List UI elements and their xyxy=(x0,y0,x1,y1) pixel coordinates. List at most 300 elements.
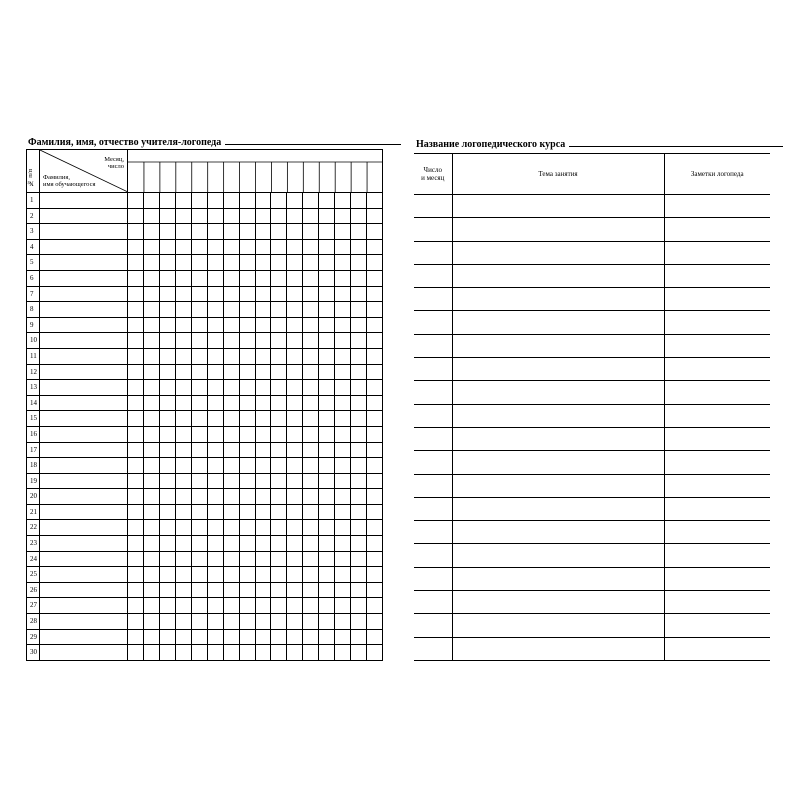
attendance-cell[interactable] xyxy=(239,614,255,630)
student-name-cell[interactable] xyxy=(40,270,128,286)
date-cell[interactable] xyxy=(414,591,452,614)
notes-cell[interactable] xyxy=(664,567,770,590)
topic-cell[interactable] xyxy=(452,264,664,287)
attendance-cell[interactable] xyxy=(255,239,271,255)
student-name-cell[interactable] xyxy=(40,582,128,598)
attendance-cell[interactable] xyxy=(239,270,255,286)
attendance-cell[interactable] xyxy=(303,567,319,583)
attendance-cell[interactable] xyxy=(335,536,351,552)
attendance-cell[interactable] xyxy=(239,551,255,567)
attendance-cell[interactable] xyxy=(319,364,335,380)
attendance-cell[interactable] xyxy=(271,458,287,474)
attendance-cell[interactable] xyxy=(367,598,383,614)
attendance-cell[interactable] xyxy=(367,442,383,458)
attendance-cell[interactable] xyxy=(319,193,335,209)
attendance-cell[interactable] xyxy=(367,411,383,427)
attendance-cell[interactable] xyxy=(287,536,303,552)
attendance-cell[interactable] xyxy=(223,380,239,396)
attendance-cell[interactable] xyxy=(367,489,383,505)
attendance-cell[interactable] xyxy=(271,582,287,598)
attendance-cell[interactable] xyxy=(367,551,383,567)
attendance-cell[interactable] xyxy=(207,348,223,364)
attendance-cell[interactable] xyxy=(128,551,144,567)
attendance-cell[interactable] xyxy=(239,567,255,583)
attendance-cell[interactable] xyxy=(239,582,255,598)
attendance-cell[interactable] xyxy=(175,317,191,333)
attendance-cell[interactable] xyxy=(319,302,335,318)
attendance-cell[interactable] xyxy=(143,582,159,598)
attendance-cell[interactable] xyxy=(191,333,207,349)
attendance-cell[interactable] xyxy=(335,255,351,271)
date-cell[interactable] xyxy=(414,404,452,427)
attendance-cell[interactable] xyxy=(319,504,335,520)
topic-cell[interactable] xyxy=(452,451,664,474)
topic-cell[interactable] xyxy=(452,404,664,427)
attendance-cell[interactable] xyxy=(191,598,207,614)
attendance-cell[interactable] xyxy=(191,255,207,271)
attendance-cell[interactable] xyxy=(143,442,159,458)
attendance-cell[interactable] xyxy=(159,239,175,255)
attendance-cell[interactable] xyxy=(223,364,239,380)
attendance-cell[interactable] xyxy=(335,629,351,645)
attendance-cell[interactable] xyxy=(303,364,319,380)
attendance-cell[interactable] xyxy=(319,458,335,474)
student-name-cell[interactable] xyxy=(40,426,128,442)
attendance-cell[interactable] xyxy=(335,442,351,458)
attendance-cell[interactable] xyxy=(207,426,223,442)
attendance-cell[interactable] xyxy=(271,193,287,209)
notes-cell[interactable] xyxy=(664,381,770,404)
notes-cell[interactable] xyxy=(664,427,770,450)
attendance-cell[interactable] xyxy=(303,380,319,396)
attendance-cell[interactable] xyxy=(143,458,159,474)
attendance-cell[interactable] xyxy=(287,286,303,302)
attendance-cell[interactable] xyxy=(367,504,383,520)
attendance-cell[interactable] xyxy=(351,442,367,458)
attendance-cell[interactable] xyxy=(287,317,303,333)
attendance-cell[interactable] xyxy=(319,614,335,630)
notes-cell[interactable] xyxy=(664,334,770,357)
attendance-cell[interactable] xyxy=(335,598,351,614)
topic-cell[interactable] xyxy=(452,567,664,590)
attendance-cell[interactable] xyxy=(303,489,319,505)
attendance-cell[interactable] xyxy=(159,598,175,614)
student-name-cell[interactable] xyxy=(40,286,128,302)
attendance-cell[interactable] xyxy=(223,208,239,224)
attendance-cell[interactable] xyxy=(159,193,175,209)
attendance-cell[interactable] xyxy=(351,380,367,396)
attendance-cell[interactable] xyxy=(287,364,303,380)
attendance-cell[interactable] xyxy=(367,582,383,598)
attendance-cell[interactable] xyxy=(159,458,175,474)
attendance-cell[interactable] xyxy=(351,629,367,645)
attendance-cell[interactable] xyxy=(239,302,255,318)
student-name-cell[interactable] xyxy=(40,489,128,505)
attendance-cell[interactable] xyxy=(335,567,351,583)
attendance-cell[interactable] xyxy=(335,473,351,489)
attendance-cell[interactable] xyxy=(319,224,335,240)
attendance-cell[interactable] xyxy=(159,551,175,567)
attendance-cell[interactable] xyxy=(367,614,383,630)
attendance-cell[interactable] xyxy=(239,193,255,209)
attendance-cell[interactable] xyxy=(319,629,335,645)
attendance-cell[interactable] xyxy=(335,411,351,427)
attendance-cell[interactable] xyxy=(255,551,271,567)
attendance-cell[interactable] xyxy=(191,224,207,240)
attendance-cell[interactable] xyxy=(191,411,207,427)
date-cell[interactable] xyxy=(414,241,452,264)
attendance-cell[interactable] xyxy=(159,286,175,302)
attendance-cell[interactable] xyxy=(303,520,319,536)
attendance-cell[interactable] xyxy=(175,567,191,583)
attendance-cell[interactable] xyxy=(159,364,175,380)
attendance-cell[interactable] xyxy=(319,645,335,661)
notes-cell[interactable] xyxy=(664,288,770,311)
attendance-cell[interactable] xyxy=(367,364,383,380)
student-name-cell[interactable] xyxy=(40,380,128,396)
attendance-cell[interactable] xyxy=(239,395,255,411)
attendance-cell[interactable] xyxy=(128,317,144,333)
attendance-cell[interactable] xyxy=(128,348,144,364)
attendance-cell[interactable] xyxy=(207,645,223,661)
attendance-cell[interactable] xyxy=(207,614,223,630)
attendance-cell[interactable] xyxy=(271,380,287,396)
attendance-cell[interactable] xyxy=(335,317,351,333)
topic-cell[interactable] xyxy=(452,637,664,660)
attendance-cell[interactable] xyxy=(128,614,144,630)
attendance-cell[interactable] xyxy=(335,208,351,224)
attendance-cell[interactable] xyxy=(271,551,287,567)
attendance-cell[interactable] xyxy=(287,489,303,505)
attendance-cell[interactable] xyxy=(128,302,144,318)
attendance-cell[interactable] xyxy=(223,489,239,505)
attendance-cell[interactable] xyxy=(367,333,383,349)
date-cell[interactable] xyxy=(414,474,452,497)
attendance-cell[interactable] xyxy=(207,270,223,286)
attendance-cell[interactable] xyxy=(207,536,223,552)
attendance-cell[interactable] xyxy=(319,239,335,255)
notes-cell[interactable] xyxy=(664,474,770,497)
notes-cell[interactable] xyxy=(664,311,770,334)
attendance-cell[interactable] xyxy=(303,317,319,333)
attendance-cell[interactable] xyxy=(223,567,239,583)
attendance-cell[interactable] xyxy=(255,442,271,458)
attendance-cell[interactable] xyxy=(271,598,287,614)
attendance-cell[interactable] xyxy=(143,426,159,442)
attendance-cell[interactable] xyxy=(287,645,303,661)
attendance-cell[interactable] xyxy=(175,614,191,630)
attendance-cell[interactable] xyxy=(175,520,191,536)
attendance-cell[interactable] xyxy=(239,536,255,552)
attendance-cell[interactable] xyxy=(239,473,255,489)
student-name-cell[interactable] xyxy=(40,317,128,333)
attendance-cell[interactable] xyxy=(367,286,383,302)
attendance-cell[interactable] xyxy=(175,536,191,552)
attendance-cell[interactable] xyxy=(255,348,271,364)
attendance-cell[interactable] xyxy=(287,629,303,645)
topic-cell[interactable] xyxy=(452,427,664,450)
attendance-cell[interactable] xyxy=(367,473,383,489)
attendance-cell[interactable] xyxy=(175,504,191,520)
date-cell[interactable] xyxy=(414,544,452,567)
attendance-cell[interactable] xyxy=(207,520,223,536)
student-name-cell[interactable] xyxy=(40,614,128,630)
attendance-cell[interactable] xyxy=(287,208,303,224)
attendance-cell[interactable] xyxy=(223,193,239,209)
attendance-cell[interactable] xyxy=(175,426,191,442)
attendance-cell[interactable] xyxy=(175,364,191,380)
attendance-cell[interactable] xyxy=(128,489,144,505)
attendance-cell[interactable] xyxy=(159,302,175,318)
attendance-cell[interactable] xyxy=(303,411,319,427)
attendance-cell[interactable] xyxy=(319,270,335,286)
attendance-cell[interactable] xyxy=(223,598,239,614)
attendance-cell[interactable] xyxy=(207,302,223,318)
attendance-cell[interactable] xyxy=(239,333,255,349)
attendance-cell[interactable] xyxy=(319,348,335,364)
date-cell[interactable] xyxy=(414,381,452,404)
attendance-cell[interactable] xyxy=(351,598,367,614)
attendance-cell[interactable] xyxy=(351,645,367,661)
attendance-cell[interactable] xyxy=(351,504,367,520)
attendance-cell[interactable] xyxy=(271,270,287,286)
attendance-cell[interactable] xyxy=(351,270,367,286)
attendance-cell[interactable] xyxy=(239,348,255,364)
attendance-cell[interactable] xyxy=(303,504,319,520)
attendance-cell[interactable] xyxy=(223,458,239,474)
attendance-cell[interactable] xyxy=(128,520,144,536)
attendance-cell[interactable] xyxy=(223,645,239,661)
attendance-cell[interactable] xyxy=(239,411,255,427)
attendance-cell[interactable] xyxy=(191,348,207,364)
attendance-cell[interactable] xyxy=(143,473,159,489)
attendance-cell[interactable] xyxy=(159,582,175,598)
attendance-cell[interactable] xyxy=(207,208,223,224)
notes-cell[interactable] xyxy=(664,264,770,287)
topic-cell[interactable] xyxy=(452,241,664,264)
attendance-cell[interactable] xyxy=(335,333,351,349)
attendance-cell[interactable] xyxy=(159,520,175,536)
attendance-cell[interactable] xyxy=(143,333,159,349)
attendance-cell[interactable] xyxy=(207,380,223,396)
attendance-cell[interactable] xyxy=(128,645,144,661)
attendance-cell[interactable] xyxy=(287,551,303,567)
attendance-cell[interactable] xyxy=(191,380,207,396)
attendance-cell[interactable] xyxy=(175,489,191,505)
attendance-cell[interactable] xyxy=(255,645,271,661)
attendance-cell[interactable] xyxy=(367,380,383,396)
attendance-cell[interactable] xyxy=(335,614,351,630)
attendance-cell[interactable] xyxy=(335,364,351,380)
attendance-cell[interactable] xyxy=(159,270,175,286)
attendance-cell[interactable] xyxy=(287,458,303,474)
attendance-cell[interactable] xyxy=(351,520,367,536)
attendance-cell[interactable] xyxy=(367,193,383,209)
attendance-cell[interactable] xyxy=(303,473,319,489)
attendance-cell[interactable] xyxy=(351,489,367,505)
attendance-cell[interactable] xyxy=(207,504,223,520)
attendance-cell[interactable] xyxy=(175,239,191,255)
attendance-cell[interactable] xyxy=(128,270,144,286)
attendance-cell[interactable] xyxy=(223,536,239,552)
attendance-cell[interactable] xyxy=(175,473,191,489)
attendance-cell[interactable] xyxy=(351,333,367,349)
attendance-cell[interactable] xyxy=(239,520,255,536)
attendance-cell[interactable] xyxy=(351,239,367,255)
attendance-cell[interactable] xyxy=(207,255,223,271)
attendance-cell[interactable] xyxy=(255,629,271,645)
attendance-cell[interactable] xyxy=(351,302,367,318)
attendance-cell[interactable] xyxy=(319,380,335,396)
attendance-cell[interactable] xyxy=(175,395,191,411)
attendance-cell[interactable] xyxy=(287,411,303,427)
attendance-cell[interactable] xyxy=(207,224,223,240)
attendance-cell[interactable] xyxy=(319,520,335,536)
attendance-cell[interactable] xyxy=(271,286,287,302)
attendance-cell[interactable] xyxy=(175,286,191,302)
attendance-cell[interactable] xyxy=(255,567,271,583)
attendance-cell[interactable] xyxy=(303,582,319,598)
student-name-cell[interactable] xyxy=(40,645,128,661)
attendance-cell[interactable] xyxy=(319,395,335,411)
attendance-cell[interactable] xyxy=(128,380,144,396)
attendance-cell[interactable] xyxy=(271,317,287,333)
attendance-cell[interactable] xyxy=(255,333,271,349)
attendance-cell[interactable] xyxy=(271,333,287,349)
attendance-cell[interactable] xyxy=(367,302,383,318)
attendance-cell[interactable] xyxy=(287,239,303,255)
attendance-cell[interactable] xyxy=(367,395,383,411)
attendance-cell[interactable] xyxy=(367,255,383,271)
attendance-cell[interactable] xyxy=(143,270,159,286)
attendance-cell[interactable] xyxy=(271,442,287,458)
attendance-cell[interactable] xyxy=(175,582,191,598)
attendance-cell[interactable] xyxy=(191,629,207,645)
student-name-cell[interactable] xyxy=(40,193,128,209)
attendance-cell[interactable] xyxy=(303,629,319,645)
attendance-cell[interactable] xyxy=(287,395,303,411)
attendance-cell[interactable] xyxy=(207,473,223,489)
attendance-cell[interactable] xyxy=(128,193,144,209)
attendance-cell[interactable] xyxy=(271,239,287,255)
attendance-cell[interactable] xyxy=(351,473,367,489)
attendance-cell[interactable] xyxy=(239,629,255,645)
topic-cell[interactable] xyxy=(452,544,664,567)
attendance-cell[interactable] xyxy=(271,645,287,661)
attendance-cell[interactable] xyxy=(319,582,335,598)
attendance-cell[interactable] xyxy=(143,302,159,318)
student-name-cell[interactable] xyxy=(40,239,128,255)
attendance-cell[interactable] xyxy=(303,286,319,302)
attendance-cell[interactable] xyxy=(175,208,191,224)
topic-cell[interactable] xyxy=(452,614,664,637)
attendance-cell[interactable] xyxy=(319,551,335,567)
attendance-cell[interactable] xyxy=(191,551,207,567)
attendance-cell[interactable] xyxy=(287,473,303,489)
attendance-cell[interactable] xyxy=(191,317,207,333)
attendance-cell[interactable] xyxy=(351,458,367,474)
attendance-cell[interactable] xyxy=(223,286,239,302)
attendance-cell[interactable] xyxy=(143,224,159,240)
attendance-cell[interactable] xyxy=(159,317,175,333)
attendance-cell[interactable] xyxy=(335,286,351,302)
attendance-cell[interactable] xyxy=(335,239,351,255)
attendance-cell[interactable] xyxy=(128,239,144,255)
attendance-cell[interactable] xyxy=(287,333,303,349)
attendance-cell[interactable] xyxy=(351,536,367,552)
attendance-cell[interactable] xyxy=(239,598,255,614)
attendance-cell[interactable] xyxy=(351,286,367,302)
attendance-cell[interactable] xyxy=(223,224,239,240)
attendance-cell[interactable] xyxy=(335,504,351,520)
attendance-cell[interactable] xyxy=(175,411,191,427)
attendance-cell[interactable] xyxy=(351,582,367,598)
attendance-cell[interactable] xyxy=(223,239,239,255)
attendance-cell[interactable] xyxy=(303,348,319,364)
attendance-cell[interactable] xyxy=(335,348,351,364)
attendance-cell[interactable] xyxy=(287,224,303,240)
student-name-cell[interactable] xyxy=(40,520,128,536)
student-name-cell[interactable] xyxy=(40,598,128,614)
attendance-cell[interactable] xyxy=(255,270,271,286)
notes-cell[interactable] xyxy=(664,591,770,614)
topic-cell[interactable] xyxy=(452,334,664,357)
attendance-cell[interactable] xyxy=(287,302,303,318)
attendance-cell[interactable] xyxy=(351,411,367,427)
topic-cell[interactable] xyxy=(452,521,664,544)
attendance-cell[interactable] xyxy=(191,473,207,489)
attendance-cell[interactable] xyxy=(159,473,175,489)
attendance-cell[interactable] xyxy=(303,442,319,458)
topic-cell[interactable] xyxy=(452,381,664,404)
attendance-cell[interactable] xyxy=(335,426,351,442)
topic-cell[interactable] xyxy=(452,288,664,311)
attendance-cell[interactable] xyxy=(319,333,335,349)
attendance-cell[interactable] xyxy=(191,395,207,411)
attendance-cell[interactable] xyxy=(335,458,351,474)
attendance-cell[interactable] xyxy=(335,551,351,567)
notes-cell[interactable] xyxy=(664,497,770,520)
attendance-cell[interactable] xyxy=(303,598,319,614)
student-name-cell[interactable] xyxy=(40,536,128,552)
attendance-cell[interactable] xyxy=(271,536,287,552)
attendance-cell[interactable] xyxy=(143,193,159,209)
course-name-blank-line[interactable] xyxy=(569,137,783,147)
notes-cell[interactable] xyxy=(664,544,770,567)
attendance-cell[interactable] xyxy=(175,302,191,318)
attendance-cell[interactable] xyxy=(271,489,287,505)
attendance-cell[interactable] xyxy=(223,270,239,286)
attendance-cell[interactable] xyxy=(287,442,303,458)
attendance-cell[interactable] xyxy=(255,614,271,630)
attendance-cell[interactable] xyxy=(223,411,239,427)
attendance-cell[interactable] xyxy=(287,598,303,614)
attendance-cell[interactable] xyxy=(287,255,303,271)
attendance-cell[interactable] xyxy=(175,458,191,474)
attendance-cell[interactable] xyxy=(367,458,383,474)
attendance-cell[interactable] xyxy=(207,364,223,380)
attendance-cell[interactable] xyxy=(367,317,383,333)
date-cell[interactable] xyxy=(414,637,452,660)
attendance-cell[interactable] xyxy=(303,536,319,552)
attendance-cell[interactable] xyxy=(255,411,271,427)
attendance-cell[interactable] xyxy=(143,364,159,380)
student-name-cell[interactable] xyxy=(40,442,128,458)
student-name-cell[interactable] xyxy=(40,348,128,364)
notes-cell[interactable] xyxy=(664,521,770,544)
topic-cell[interactable] xyxy=(452,474,664,497)
attendance-cell[interactable] xyxy=(319,473,335,489)
